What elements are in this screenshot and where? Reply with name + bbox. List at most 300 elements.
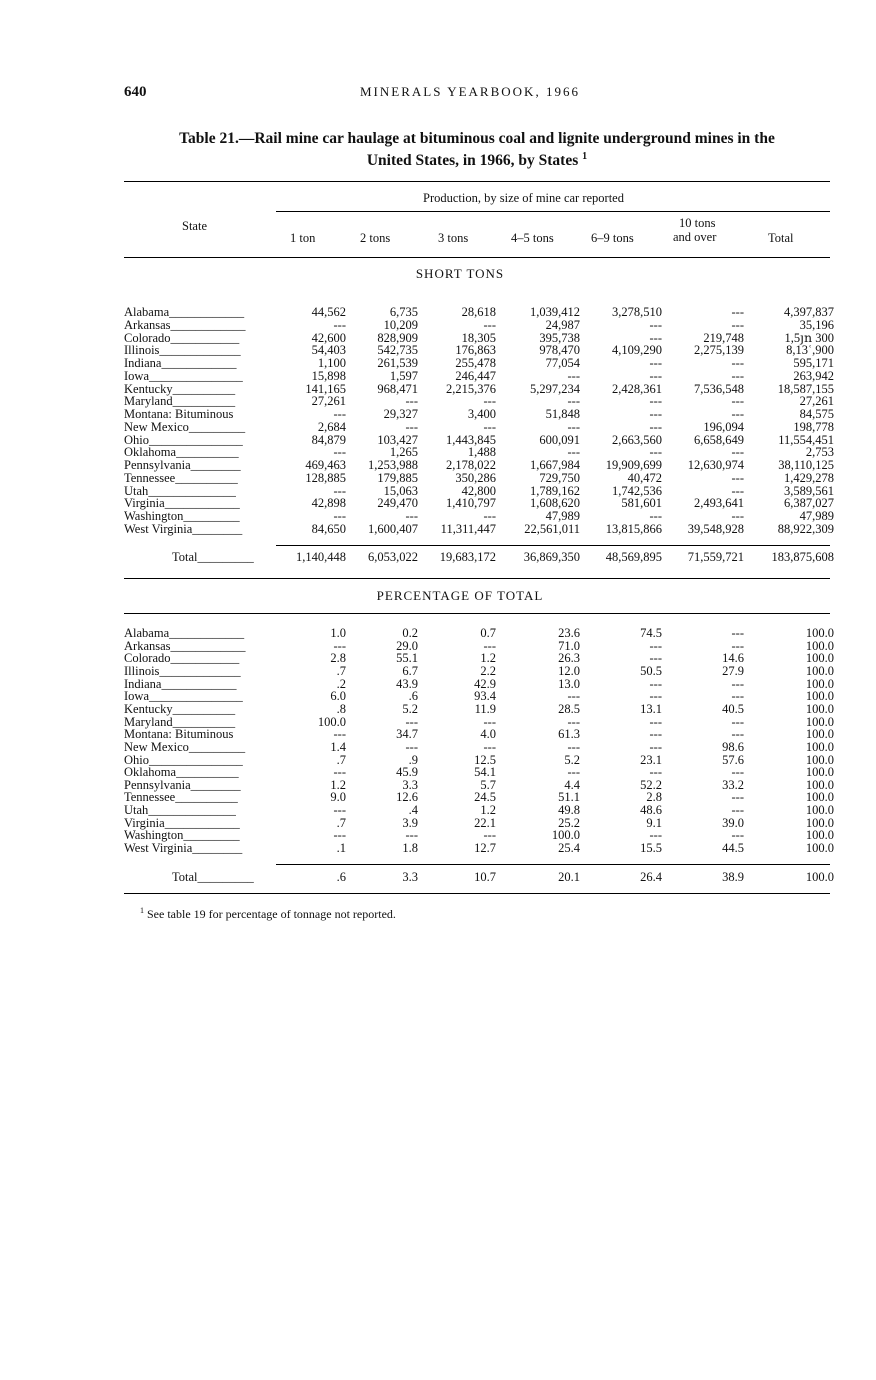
value-cell: 20.1 [558,870,580,884]
value-cell: 2,428,361 [612,381,662,396]
value-cell: 2.8 [646,790,662,805]
value-cell: 88,922,309 [777,521,834,536]
state-name: West Virginia [124,841,193,856]
value-cell: 1,429,278 [784,470,834,485]
section-rule-top [124,578,830,579]
value-cell: 27,261 [311,394,346,409]
value-cell: 10.7 [474,870,496,884]
leader-dots: ____________ [161,356,237,370]
value-cell: 42,600 [311,330,346,345]
state-cell [172,551,254,564]
bottom-rule [124,893,830,894]
value-cell: --- [731,317,744,332]
state-name: Illinois [124,663,160,678]
value-cell: 179,885 [377,470,418,485]
leader-dots: ___________ [170,651,240,666]
state-name: Virginia [124,815,165,830]
value-cell: 74.5 [640,626,662,640]
state-name: Indiana [124,676,162,691]
leader-dots: _____________ [159,343,241,358]
state-name: Utah [124,803,149,818]
value-cell: 12.5 [474,752,496,767]
value-cell: 176,863 [455,343,496,358]
value-cell: 47,989 [545,509,580,523]
percentage-total-rule [276,864,830,865]
value-cell: --- [333,828,346,843]
value-cell: --- [567,765,580,780]
value-cell: 39.0 [722,815,744,830]
value-cell: 4.0 [480,727,496,742]
value-cell: 5.2 [402,701,418,716]
state-cell [124,842,242,855]
value-cell: --- [649,828,662,843]
value-cell: --- [333,509,346,523]
value-cell: 38.9 [722,870,744,884]
value-cell: 1.2 [480,803,496,818]
value-cell: --- [731,803,744,818]
state-name: Montana: Bituminous [124,407,234,421]
value-cell: --- [731,790,744,805]
value-cell: --- [405,714,418,729]
value-cell: 100.0 [551,828,580,843]
value-cell: 141,165 [305,381,346,396]
value-cell: 2.8 [330,651,346,666]
value-cell: 13.0 [558,676,580,691]
value-cell: 100.0 [805,714,834,729]
state-name: Tennessee [124,790,176,805]
value-cell: --- [649,317,662,332]
leader-dots: ____________ [164,815,240,830]
leader-dots: _________ [183,509,240,523]
value-cell: .9 [408,752,418,767]
value-cell: 600,091 [539,432,580,447]
value-cell: 15,898 [311,368,346,383]
footnote [140,906,396,922]
group-header: Production, by size of mine car reported [423,191,624,205]
value-cell: --- [405,509,418,523]
value-cell: --- [649,714,662,729]
value-cell: 6.0 [330,689,346,704]
value-cell: --- [483,509,496,523]
value-cell: --- [649,419,662,434]
value-cell: 100.0 [805,765,834,780]
footnote-text: See table 19 for percentage of tonnage not reported. [147,907,396,921]
value-cell: 22.1 [474,815,496,830]
state-name: Alabama [124,626,170,640]
header-bottom-rule [124,257,830,258]
state-name: Pennsylvania [124,458,191,472]
value-cell: --- [333,483,346,498]
leader-dots: _______________ [149,432,243,447]
value-cell: 12.6 [396,790,418,805]
value-cell: 581,601 [621,496,662,511]
value-cell: 40,472 [627,470,662,485]
short-tons-total-rule [276,545,830,546]
value-cell: --- [333,317,346,332]
value-cell: 5,297,234 [530,381,580,396]
value-cell: --- [731,356,744,370]
value-cell: 1.2 [480,651,496,666]
value-cell: 52.2 [640,777,662,792]
leader-dots: ____________ [164,496,240,511]
value-cell: 4.4 [564,777,580,792]
value-cell: --- [731,483,744,498]
value-cell: 25.2 [558,815,580,830]
leader-dots: __________ [172,394,236,409]
value-cell: 13,815,866 [605,521,662,536]
value-cell: 100.0 [805,777,834,792]
value-cell: --- [649,689,662,704]
value-cell: --- [731,305,744,319]
value-cell: 61.3 [558,727,580,742]
value-cell: 34.7 [396,727,418,742]
value-cell: --- [483,828,496,843]
table-row [124,523,834,536]
value-cell: 9.0 [330,790,346,805]
value-cell: --- [731,689,744,704]
value-cell: 100.0 [805,727,834,742]
caption-line-2 [124,148,830,170]
value-cell: --- [333,727,346,742]
caption-footnote-mark: 1 [582,151,588,162]
value-cell: 77,054 [545,356,580,370]
value-cell: 100.0 [805,815,834,830]
value-cell: --- [649,368,662,383]
leader-dots: ________ [192,841,243,856]
leader-dots: __________ [172,701,236,716]
state-name: Colorado [124,651,171,666]
state-name: Virginia [124,496,165,511]
value-cell: 25.4 [558,841,580,856]
value-cell: 19,909,699 [605,458,662,472]
leader-dots: ____________ [169,626,245,640]
state-name: Utah [124,483,149,498]
value-cell: --- [731,765,744,780]
value-cell: 15,063 [383,483,418,498]
top-rule [124,181,830,182]
value-cell: --- [731,368,744,383]
value-cell: 54,403 [311,343,346,358]
value-cell: 5.7 [480,777,496,792]
value-cell: 246,447 [455,368,496,383]
state-name: Ohio [124,432,149,447]
col-header-3tons: 3 tons [438,231,469,245]
state-name: Washington [124,828,184,843]
value-cell: 23.6 [558,626,580,640]
value-cell: 395,738 [539,330,580,345]
value-cell: 27.9 [722,663,744,678]
state-name: Arkansas [124,638,171,653]
value-cell: 100.0 [805,701,834,716]
value-cell: 542,735 [377,343,418,358]
value-cell: 2,493,641 [694,496,744,511]
value-cell: 6,387,027 [784,496,834,511]
value-cell: 50.5 [640,663,662,678]
state-name: Kentucky [124,381,173,396]
leader-dots: _________ [188,739,246,754]
value-cell: 1,253,988 [368,458,418,472]
value-cell: 24.5 [474,790,496,805]
value-cell: 0.7 [480,626,496,640]
value-cell: --- [483,714,496,729]
value-cell: 26.4 [640,870,662,884]
value-cell: 42,800 [461,483,496,498]
value-cell: --- [731,676,744,691]
value-cell: 1.2 [330,777,346,792]
value-cell: 595,171 [793,356,834,370]
state-name: Alabama [124,305,170,319]
value-cell: 48.6 [640,803,662,818]
value-cell: 1,100 [317,356,346,370]
value-cell: --- [649,727,662,742]
value-cell: 2,663,560 [612,432,662,447]
value-cell: 4,397,837 [784,305,834,319]
state-name: Indiana [124,356,162,370]
value-cell: --- [567,445,580,460]
col-header-4-5tons: 4–5 tons [511,231,554,245]
value-cell: .8 [336,701,346,716]
value-cell: 11,554,451 [778,432,834,447]
value-cell: 100.0 [805,676,834,691]
value-cell: 3,589,561 [784,483,834,498]
value-cell: 1,039,412 [530,305,580,319]
value-cell: .7 [336,752,346,767]
leader-dots: _________ [197,870,254,884]
col-header-total: Total [768,231,794,245]
value-cell: 42,898 [311,496,346,511]
value-cell: --- [649,638,662,653]
table-caption [124,130,830,170]
value-cell: 6,053,022 [368,550,418,564]
value-cell: 5.2 [564,752,580,767]
value-cell: 7,536,548 [694,381,744,396]
value-cell: --- [649,407,662,421]
value-cell: 100.0 [805,663,834,678]
value-cell: .7 [336,663,346,678]
value-cell: 42.9 [474,676,496,691]
value-cell: 100.0 [805,638,834,653]
value-cell: 2,178,022 [446,458,496,472]
table-row [124,842,834,855]
state-cell [124,523,242,536]
value-cell: --- [731,714,744,729]
running-header [0,84,876,104]
footnote-mark: 1 [140,906,144,915]
col-header-10tons: 10 tons [679,216,716,230]
value-cell: 29,327 [383,407,418,421]
leader-dots: ____________ [169,305,245,319]
caption-line-1: Table 21.—Rail mine car haulage at bituminous coal and lignite underground mines in the [179,130,775,147]
group-rule [276,211,830,212]
value-cell: --- [483,739,496,754]
leader-dots: __________ [172,714,236,729]
value-cell: 18,305 [461,330,496,345]
value-cell: --- [405,828,418,843]
value-cell: 51,848 [545,407,580,421]
state-name: Maryland [124,714,173,729]
value-cell: --- [567,739,580,754]
value-cell: .6 [408,689,418,704]
short-tons-total-row [124,551,834,564]
value-cell: 9.1 [646,815,662,830]
value-cell: --- [567,394,580,409]
leader-dots: __________ [176,445,239,460]
leader-dots: _____________ [159,663,241,678]
leader-dots: ________ [190,777,241,792]
state-name: New Mexico [124,419,189,434]
value-cell: 729,750 [539,470,580,485]
value-cell: 196,094 [703,419,744,434]
value-cell: --- [567,419,580,434]
value-cell: 40.5 [722,701,744,716]
value-cell: 38,110,125 [778,458,834,472]
value-cell: 29.0 [396,638,418,653]
value-cell: 12.0 [558,663,580,678]
section-rule-bottom [124,613,830,614]
value-cell: 2,275,139 [694,343,744,358]
value-cell: 1,5յո 300 [784,330,834,345]
leader-dots: _________ [183,828,240,843]
caption-line-2-text: United States, in 1966, by States [366,152,579,170]
state-name: Pennsylvania [124,777,191,792]
section-short-tons: SHORT TONS [415,266,505,281]
leader-dots: __________ [172,381,236,396]
value-cell: 43.9 [396,676,418,691]
value-cell: 255,478 [455,356,496,370]
journal-title: MINERALS YEARBOOK, 1966 [360,84,580,99]
state-name: Tennessee [124,470,176,485]
state-name: Total [172,870,198,884]
value-cell: 1,667,984 [530,458,580,472]
value-cell: 3.3 [402,870,418,884]
value-cell: 71,559,721 [687,550,744,564]
value-cell: 6,658,649 [694,432,744,447]
value-cell: --- [333,445,346,460]
state-cell [172,871,254,884]
leader-dots: ________ [192,521,243,536]
value-cell: --- [731,394,744,409]
state-name: Montana: Bituminous [124,727,234,742]
value-cell: 103,427 [377,432,418,447]
leader-dots: _______________ [149,752,243,767]
state-name: New Mexico [124,739,189,754]
value-cell: 100.0 [805,828,834,843]
value-cell: --- [405,419,418,434]
value-cell: 2,753 [805,445,834,460]
value-cell: --- [333,407,346,421]
leader-dots: ____________ [170,317,246,332]
state-name: Ohio [124,752,149,767]
value-cell: --- [731,626,744,640]
value-cell: 57.6 [722,752,744,767]
value-cell: --- [333,638,346,653]
value-cell: 968,471 [377,381,418,396]
col-header-2tons: 2 tons [360,231,391,245]
leader-dots: ____________ [161,676,237,691]
value-cell: 45.9 [396,765,418,780]
value-cell: --- [649,765,662,780]
value-cell: --- [567,689,580,704]
value-cell: 100.0 [805,803,834,818]
value-cell: 12,630,974 [687,458,744,472]
state-name: Kentucky [124,701,173,716]
state-name: Washington [124,509,184,523]
state-name: Illinois [124,343,160,358]
value-cell: 100.0 [317,714,346,729]
section-percentage: PERCENTAGE OF TOTAL [376,588,544,603]
value-cell: 13.1 [640,701,662,716]
value-cell: 249,470 [377,496,418,511]
value-cell: 11.9 [474,701,496,716]
percentage-total-row [124,871,834,884]
value-cell: 100.0 [805,739,834,754]
value-cell: 6.7 [402,663,418,678]
value-cell: 100.0 [805,626,834,640]
leader-dots: ____________ [170,638,246,653]
value-cell: 1,597 [389,368,418,383]
value-cell: 6,735 [389,305,418,319]
value-cell: 24,987 [545,317,580,332]
state-name: Total [172,550,198,564]
value-cell: 469,463 [305,458,346,472]
value-cell: 93.4 [474,689,496,704]
state-name: Oklahoma [124,765,177,780]
value-cell: 219,748 [703,330,744,345]
value-cell: 2,684 [317,419,346,434]
value-cell: 22,561,011 [524,521,580,536]
value-cell: .7 [336,815,346,830]
value-cell: 100.0 [805,870,834,884]
value-cell: 1,140,448 [296,550,346,564]
col-header-and-over: and over [673,230,717,244]
value-cell: 51.1 [558,790,580,805]
value-cell: 3.3 [402,777,418,792]
value-cell: 100.0 [805,651,834,666]
value-cell: 84,650 [311,521,346,536]
value-cell: 3,400 [467,407,496,421]
value-cell: .2 [336,676,346,691]
value-cell: 33.2 [722,777,744,792]
value-cell: 128,885 [305,470,346,485]
value-cell: 27,261 [799,394,834,409]
value-cell: 1,608,620 [530,496,580,511]
value-cell: 10,209 [383,317,418,332]
value-cell: 0.2 [402,626,418,640]
value-cell: 1,443,845 [446,432,496,447]
value-cell: .6 [336,870,346,884]
value-cell: 44,562 [311,305,346,319]
value-cell: --- [333,765,346,780]
value-cell: 1,410,797 [446,496,496,511]
value-cell: --- [483,394,496,409]
value-cell: --- [649,676,662,691]
col-header-6-9tons: 6–9 tons [591,231,634,245]
value-cell: 39,548,928 [687,521,744,536]
value-cell: --- [649,739,662,754]
value-cell: --- [731,470,744,485]
value-cell: 978,470 [539,343,580,358]
value-cell: --- [649,330,662,345]
value-cell: --- [483,317,496,332]
value-cell: 14.6 [722,651,744,666]
state-name: Oklahoma [124,445,177,460]
value-cell: 100.0 [805,790,834,805]
value-cell: 54.1 [474,765,496,780]
value-cell: 100.0 [805,689,834,704]
value-cell: 15.5 [640,841,662,856]
value-cell: --- [731,638,744,653]
value-cell: --- [483,638,496,653]
